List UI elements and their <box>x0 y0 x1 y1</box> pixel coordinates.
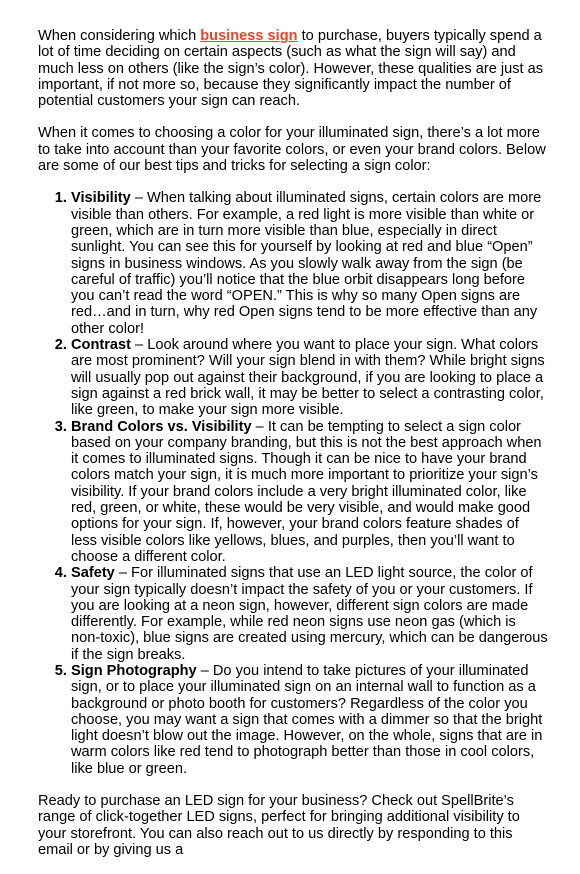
closing-paragraph: Ready to purchase an LED sign for your business? Check out SpellBrite’s range of click-together LED signs, perfect for bringing additional visibility to your storefront. You can also reach out to us directly by responding to this email or by giving us a <box>38 793 520 858</box>
tip-item-visibility <box>71 190 548 337</box>
intro-text-after-link: to purchase, buyers typically spend a lot of time deciding on certain aspects (such as what the sign will say) and much less on others (like the sign’s color). However, these qualities are just as important, if not more so, because they significantly impact the number of potential customers your sign can reach. <box>38 28 544 110</box>
tip-item-contrast <box>71 337 548 418</box>
intro-text-before-link: When considering which <box>38 28 201 44</box>
tip-body: – It can be tempting to select a sign color based on your company branding, but this is not the best approach when it comes to illuminated signs. Though it can be nice to have your brand colors match your sign, it is much more important to prioritize your sign’s visibility. If your brand colors include a very bright illuminated color, like red, green, or white, these would be very visible, and would make good options for your sign. If, however, your brand colors feature shades of less visible colors like yellows, blues, and purples, then you’ll want to choose a different color. <box>71 418 542 565</box>
intro-paragraph <box>38 28 548 109</box>
tips-list <box>38 190 548 777</box>
tip-title: Brand Colors vs. Visibility <box>71 418 252 435</box>
tip-body: – Do you intend to take pictures of your illuminated sign, or to place your illuminated sign on an internal wall to function as a background or photo booth for customers? Regardless of the color you choose, you may want a sign that comes with a dimmer so that the bright light doesn’t blow out the image. However, on the whole, signs that are in warm colors like red tend to photograph better than those in cool colors, like blue or green. <box>71 662 543 777</box>
tip-body: – For illuminated signs that use an LED light source, the color of your sign typically doesn’t impact the safety of you or your customers. If you are looking at a neon sign, however, different sign colors are made differently. For example, while red neon signs use neon gas (which is non-toxic), blue signs are created using mercury, which can be dangerous if the sign breaks. <box>71 565 548 663</box>
business-sign-link[interactable]: business sign <box>200 28 298 44</box>
email-body <box>38 28 548 874</box>
tip-title: Contrast <box>71 337 131 354</box>
tip-title: Sign Photography <box>71 662 197 679</box>
tip-title: Safety <box>71 565 115 582</box>
tip-title: Visibility <box>71 190 131 207</box>
tips-intro-paragraph: When it comes to choosing a color for your illuminated sign, there’s a lot more to take into account than your favorite colors, or even your brand colors. Below are some of our best tips and tricks for selecting a sign color: <box>38 125 546 175</box>
tip-body: – Look around where you want to place your sign. What colors are most prominent? Will your sign blend in with them? While bright signs will usually pop out against their background, if you are looking to place a sign against a red brick wall, it may be better to select a contrasting color, like green, to make your sign more visible. <box>71 337 545 419</box>
tip-body: – When talking about illuminated signs, certain colors are more visible than others. For example, a red light is more visible than white or green, which are in turn more visible than blue, especially in direct sunlight. You can see this for yourself by looking at red and blue “Open” signs in business windows. As you slowly walk away from the sign (be careful of traffic) you’ll notice that the blue orbit disappears long before you can’t read the word “OPEN.” This is why so many Open signs are red…and in turn, why red Open signs tend to be more effective than any other color! <box>71 190 542 337</box>
tip-item-safety <box>71 565 548 663</box>
tip-item-brand-colors <box>71 419 548 566</box>
tip-item-sign-photography <box>71 663 548 777</box>
